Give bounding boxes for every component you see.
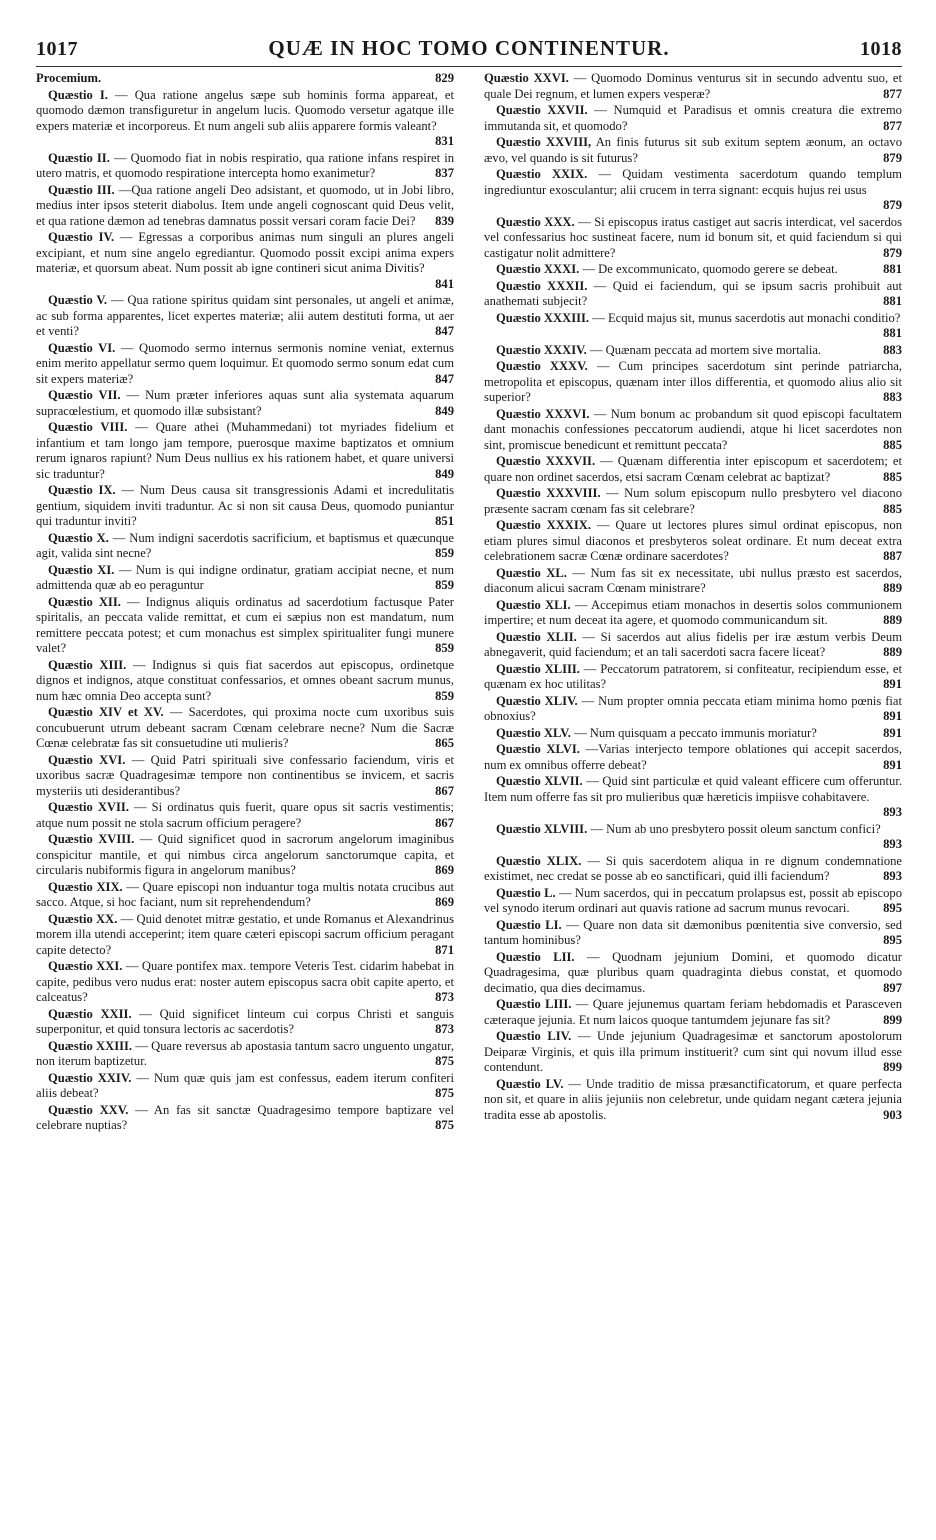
toc-entry [484,71,902,102]
toc-entry [484,1029,902,1076]
page-title: QUÆ IN HOC TOMO CONTINENTUR. [268,36,670,60]
toc-entry [484,726,902,742]
entry-page-number: 847 [435,371,454,386]
entry-page-number: 829 [435,71,454,85]
toc-entry [484,486,902,517]
toc-entry [484,103,902,134]
entry-text: — Peccatorum patratorem, si confiteatur, recipiendum esse, et quænam ex hoc utilitas? [484,661,902,691]
entry-reference: Quæstio XXXIII. [496,310,590,325]
entry-text: — Quare reversus ab apostasia tantum sacro unguento ungatur, non iterum baptizetur. [36,1038,454,1068]
toc-entry [484,566,902,597]
left-column [36,71,454,1135]
entry-reference: Quæstio IX. [48,483,116,497]
entry-text: — Num Deus causa sit transgressionis Adami et incredulitatis gentium, siquidem inviti traduntur. Ac si non sit causa Deus, quomodo puniantur qui traduntur inviti? [36,483,454,528]
entry-reference: Quæstio IV. [48,230,115,244]
entry-text: — Quare pontifex max. tempore Veteris Test. cidarim habebat in capite, pedibus vero nudus erat: noster autem episcopus sacra obit capite aperto, et calceatus? [36,959,454,1004]
entry-reference: Quæstio XXXVIII. [496,486,601,500]
entry-text: — Quænam peccata ad mortem sive mortalia. [589,342,822,357]
entry-page-number: 869 [435,863,454,877]
entry-page-number: 893 [883,869,902,883]
entry-text: — Quid significet linteum cui corpus Christi et sanguis superponitur, et quid tonsura lectoris ac sacerdotis? [36,1006,454,1036]
entry-text: — Ecquid majus sit, munus sacerdotis aut monachi conditio? [592,310,901,325]
toc-entry [484,886,902,917]
toc-entry [36,293,454,340]
entry-reference: Quæstio XVI. [48,752,126,767]
entry-text: — Quid denotet mitræ gestatio, et unde Romanus et Alexandrinus morem illa utendi acceperint; item quare cæteri episcopi sacrum officium peragant capite detecto? [36,911,454,957]
entry-page-number: 903 [883,1107,902,1122]
entry-text: — Quomodo sermo internus sermonis nomine veniat, externus enim merito appellatur sermo quem loquimur. Et quomodo sermo sonum edat cum sit expers materiæ? [36,340,454,386]
entry-text: — An fas sit sanctæ Quadragesimo tempore baptizare vel celebrare nuptias? [36,1102,455,1132]
entry-page-number: 849 [435,466,454,481]
entry-text: — Si quis sacerdotem aliqua in re dignum condemnatione existimet, nec credat se posse ab eo sanctificari, quid illi faciendum? [484,853,902,883]
toc-entry [484,742,902,773]
entry-reference: Quæstio XXXVI. [496,406,590,421]
entry-text: — Unde traditio de missa præsanctificatorum, et quare perfecta non sit, et quare in aliis jejuniis non celebretur, unde quidam negant cætera jejunia tradita esse ab apostolis. [484,1076,902,1122]
entry-reference: Quæstio LIII. [496,997,572,1011]
entry-page-number: 895 [883,901,902,915]
entry-text: — Indignus aliquis ordinatus ad sacerdotium factusque Pater spiritalis, an peccata valide remittat, et cum ei sæpius non est mandatum, num remittere peccata potest; et cum monachus est simplex spiritualiter fungi munere valet? [36,594,454,655]
entry-reference: Quæstio XXVIII, [496,135,592,149]
entry-reference: Quæstio XXXV. [496,359,588,373]
toc-entry [484,518,902,565]
entry-page-number: 891 [883,725,902,740]
entry-reference: Quæstio XXX. [496,214,575,229]
entry-page-number: 875 [435,1054,454,1068]
entry-reference: Quæstio XIV et XV. [48,705,164,719]
entry-text: — Cum principes sacerdotum sint perinde patriarcha, metropolita et episcopus, quænam inter illos differentia, et quomodo alius alio sit superior? [484,359,902,404]
entry-page-number: 889 [883,645,902,659]
entry-reference: Quæstio XXXI. [496,262,580,276]
entry-page-number: 891 [883,677,902,691]
entry-text: — Num ab uno presbytero possit oleum sanctum confici? [590,821,881,836]
entry-reference: Quæstio I. [48,87,108,102]
entry-reference: Quæstio XLVI. [496,742,580,756]
entry-reference: Quæstio XIX. [48,879,123,894]
entry-text: — Quare episcopi non induantur toga multis notata crucibus aut sacco. Atque, si hoc faciant, num sit reprehendendum? [36,879,454,909]
entry-text: — Num fas sit ex necessitate, ubi nullus præsto est sacerdos, diaconum alicui sacram Cœnam ministrare? [484,565,903,595]
toc-entry [36,959,454,1006]
entry-page-number: 879 [883,198,902,212]
entry-page-number: 831 [435,134,454,148]
entry-page-number: 873 [435,1022,454,1036]
entry-text: — Quare jejunemus quartam feriam hebdomadis et Parasceven cæteraque jejunia. Et num laicos quoque tantumdem jejunare fas sit? [484,997,902,1027]
entry-text: — Num sacerdos, qui in peccatum prolapsus est, possit ab episcopo vel synodo iterum ordinari aut quavis ratione ad sacrum munus revocari. [484,885,903,915]
entry-reference: Quæstio XVII. [48,800,129,814]
toc-entry [36,658,454,705]
entry-reference: Quæstio XII. [48,594,121,609]
entry-text: — Accepimus etiam monachos in desertis solos communionem impertire; et num deceat ita agere, et quomodo communicandum sit. [484,597,902,627]
toc-entry [484,598,902,629]
entry-reference: Quæstio XXVI. [484,71,569,85]
entry-text: — Num propter omnia peccata etiam minima homo pœnis fiat obnoxius? [484,693,903,723]
entry-reference: Quæstio V. [48,293,108,307]
entry-text: — Indignus si quis fiat sacerdos aut episcopus, ordinetque dignos et indignos, atque constituat confessarios, et omnes obeant sacrum munus, num hæc omnia Deo accepta sunt? [36,657,455,703]
entry-reference: Quæstio XVIII. [48,832,135,846]
toc-entry [36,832,454,879]
toc-entry [36,705,454,752]
toc-entry [36,912,454,959]
toc-entry [484,822,902,853]
entry-page-number: 869 [435,895,454,909]
entry-page-number: 879 [883,245,902,260]
entry-reference: Quæstio XLV. [496,725,571,740]
entry-page-number: 875 [435,1086,454,1100]
entry-reference: Quæstio XXV. [48,1102,129,1117]
toc-entry [36,151,454,182]
entry-page-number: 899 [883,1012,902,1027]
entry-page-number: 887 [883,549,902,563]
entry-reference: Quæstio XXIX. [496,167,588,181]
toc-entry [36,531,454,562]
entry-text: — Num præter inferiores aquas sunt alia systemata aquarum supracœlestium, et quomodo illæ subsistant? [36,388,454,418]
toc-entry [484,311,902,342]
entry-page-number: 879 [883,150,902,165]
toc-entry [484,359,902,406]
entry-text: — Si episcopus iratus castiget aut sacris interdicat, vel sacerdos vel confessarius hoc sustineat facere, num id bonum sit, et quid faciendum si qui castigatur nolit admittere? [484,214,902,260]
entry-page-number: 859 [435,546,454,560]
toc-entry [36,183,454,230]
entry-text: — Quare non data sit dæmonibus pœnitentia sive conversio, sed tantum hominibus? [484,917,903,947]
entry-text: — Qua ratione spiritus quidam sint personales, ut angeli et animæ, ac sub forma apparentes, licet expertes materiæ; alii autem destituti forma, ut aer et venti? [36,293,455,338]
entry-text: — Num solum episcopum nullo presbytero vel diacono præsente sacram cœnam fas sit celebrare? [484,486,903,516]
entry-reference: Quæstio XXXIX. [496,518,592,532]
entry-text: — Num quæ quis jam est confessus, eadem iterum confiteri aliis debeat? [36,1070,454,1100]
entry-reference: Quæstio XXII. [48,1006,132,1021]
toc-entry [36,71,454,87]
toc-entry [484,135,902,166]
entry-reference: Quæstio X. [48,530,109,545]
toc-entry [36,880,454,911]
entry-page-number: 885 [883,437,902,452]
entry-text: — Quid ei faciendum, qui se ipsum sacris prohibuit aut anathemati subjecit? [484,278,902,308]
toc-entry [36,483,454,530]
toc-entry [484,854,902,885]
toc-entry [484,343,902,359]
entry-page-number: 883 [883,342,902,357]
entry-reference: Quæstio XXVII. [496,103,588,117]
entry-text: —Varias interjecto tempore oblationes qui accepit sacerdos, num ex omnibus offerre debeat? [484,742,902,772]
entry-text: — Quomodo Dominus venturus sit in secundo adventu suo, et quale Dei regnum, et lumen expers vesperæ? [484,71,902,101]
entry-page-number: 859 [435,688,454,703]
entry-text: — Quodnam jejunium Domini, et quomodo dicatur Quadragesima, quæ pluribus quam quadraginta diebus constat, et quomodo decimatio, qua dies decimamus. [484,949,903,995]
entry-page-number: 839 [435,213,454,228]
entry-page-number: 881 [883,262,902,276]
entry-text: An finis futurus sit sub exitum septem æonum, an octavo ævo, vel quando is sit futurus? [484,135,902,165]
entry-reference: Quæstio L. [496,885,556,900]
entry-page-number: 847 [435,324,454,338]
toc-entry [484,215,902,262]
entry-text: — Sacerdotes, qui proxima nocte cum uxoribus suis concubuerunt utrum debeant sacram Cœnam celebrare necne? Num die Sacræ Cœnæ celebratæ fas sit consuetudine uti mulieris? [36,705,454,750]
entry-page-number: 881 [883,326,902,340]
entry-page-number: 851 [435,514,454,528]
toc-entry [36,753,454,800]
toc-entry [36,1071,454,1102]
page-number-left: 1017 [36,38,78,60]
toc-entry [484,1077,902,1124]
entry-reference: Quæstio III. [48,182,115,197]
entry-reference: Quæstio LIV. [496,1029,572,1043]
entry-page-number: 875 [435,1118,454,1132]
toc-entry [484,662,902,693]
entry-page-number: 889 [883,613,902,627]
entry-page-number: 837 [435,166,454,180]
entry-page-number: 859 [435,578,454,592]
running-header [36,36,902,67]
entry-page-number: 849 [435,403,454,418]
entry-page-number: 873 [435,990,454,1004]
entry-reference: Quæstio XI. [48,562,115,577]
entry-text: — Egressas a corporibus animas num singuli an plures angeli excipiant, et num sine angelo egrediantur. Quomodo possit excipi anima expers materiæ, et quorsum abeat. Num possit ab igne contineri sicut anima Divitis? [36,230,454,275]
entry-text: — Si sacerdos aut alius fidelis per iræ æstum verbis Deum abnegaverit, quid faciendum; et an tali sacerdoti sacra facere liceat? [484,629,902,659]
entry-page-number: 867 [435,783,454,798]
toc-entry [36,1103,454,1134]
entry-text: — De excommunicato, quomodo gerere se debeat. [582,262,838,276]
page-number-right: 1018 [860,38,902,60]
toc-entry [36,420,454,482]
right-column [484,71,902,1135]
entry-text: — Numquid et Paradisus et omnis creatura die extremo immutanda sit, et quomodo? [484,103,902,133]
toc-entry [36,563,454,594]
entry-text: — Quidam vestimenta sacerdotum quando templum ingrediuntur exosculantur; alii crucem in terra signant: ecquis hujus rei usus [484,167,902,197]
entry-page-number: 865 [435,736,454,750]
entry-reference: Quæstio VIII. [48,420,128,434]
toc-entry [36,800,454,831]
entry-text: — Num quisquam a peccato immunis moriatur? [574,725,817,740]
toc-entry [484,694,902,725]
entry-text: — Quid sint particulæ et quid valeant efficere cum offeruntur. Item num offerre fas sit pro mulieribus quæ hæreticis impiisve cohabitavere. [484,774,902,804]
toc-entry [484,167,902,214]
entry-reference: Quæstio XLIII. [496,661,580,676]
entry-text: — Quare athei (Muhammedani) tot myriades fidelium et infantium et tam longo jam tempore, puerosque maxime baptizatos et omnium rerum ignaros rapiunt? Num Deus nullius ex his rationem habet, et quare universi sic traduntur? [36,420,454,481]
entry-page-number: 893 [883,837,902,851]
toc-entry [484,774,902,821]
toc-entry [36,1007,454,1038]
entry-reference: Quæstio XXXVII. [496,454,596,468]
toc-entry [484,630,902,661]
entry-reference: Quæstio VII. [48,388,121,402]
entry-text: — Quomodo fiat in nobis respiratio, qua ratione infans respiret in utero matris, et quomodo respiratione intercepta homo exanimetur? [36,150,454,180]
entry-page-number: 867 [435,815,454,830]
entry-page-number: 841 [435,276,454,291]
entry-page-number: 859 [435,641,454,655]
entry-page-number: 889 [883,581,902,595]
entry-text: — Quid significet quod in sacrorum angelorum imaginibus conspicitur mantile, et qui nimbus circa angelorum sanctorumque capita, et circularis nubiformis figura in angelorum manibus? [36,832,454,877]
entry-text: — Unde jejunium Quadragesimæ et sanctorum apostolorum Deiparæ Virginis, et quis illa primum instituerit? cum sint qui novum illud esse contendunt. [484,1029,902,1074]
entry-reference: Quæstio XL. [496,565,567,580]
toc-entry [36,230,454,292]
toc-entry [484,407,902,454]
entry-reference: Quæstio XXXIV. [496,342,587,357]
entry-text: — Quænam differentia inter episcopum et sacerdotem; et quare non ordinet sacerdos, etsi sacram Cœnam celebrat ac baptizat? [484,454,902,484]
entry-page-number: 891 [883,757,902,772]
entry-reference: Procemium. [36,71,102,85]
entry-page-number: 895 [883,933,902,947]
entry-reference: Quæstio XXI. [48,959,123,973]
entry-page-number: 893 [883,805,902,819]
entry-page-number: 881 [883,294,902,308]
toc-entry [36,388,454,419]
entry-reference: Quæstio LV. [496,1076,564,1091]
entry-reference: Quæstio XXIV. [48,1070,132,1085]
entry-page-number: 885 [883,469,902,484]
entry-text: — Qua ratione angelus sæpe sub hominis forma appareat, et quomodo dæmon transfiguretur in angelum lucis. Quomodo versetur agatque ille expers materiæ et incorporeus. Et num angeli sub aliis apparere formis valeant? [36,87,454,133]
toc-entry [36,1039,454,1070]
entry-text: — Num is qui indigne ordinatur, gratiam accipiat necne, et num admittenda quæ ab eo peraguntur [36,562,454,592]
entry-reference: Quæstio XIII. [48,657,127,672]
entry-reference: Quæstio XXIII. [48,1038,133,1053]
entry-page-number: 899 [883,1060,902,1074]
toc-entry [484,918,902,949]
entry-reference: Quæstio XX. [48,911,118,926]
toc-entry [484,454,902,485]
entry-text: — Quare ut lectores plures simul ordinat episcopus, non etiam plures simul diaconos et presbyteros soleat ordinare. Et num deceat extra celebrationem sacræ Cœnæ ordinare sacerdotes? [484,518,902,563]
toc-entry [484,950,902,997]
entry-page-number: 883 [883,390,902,404]
entry-page-number: 891 [883,709,902,723]
two-column-body [36,71,902,1135]
entry-reference: Quæstio XLII. [496,629,577,644]
entry-page-number: 871 [435,942,454,957]
entry-reference: Quæstio LII. [496,949,575,964]
toc-entry [36,341,454,388]
entry-text: — Num indigni sacerdotis sacrificium, et baptismus et quæcunque agit, valida sint necne? [36,530,454,560]
entry-page-number: 897 [883,980,902,995]
toc-entry [36,88,454,150]
entry-page-number: 877 [883,86,902,101]
entry-reference: Quæstio XLVIII. [496,821,588,836]
entry-text: — Num bonum ac probandum sit quod episcopi facultatem dant monachis confessiones peccatorum audiendi, atque hi licet sacerdotes non sint, promiscue benedicunt et remittunt peccata? [484,406,902,452]
entry-reference: Quæstio XLIV. [496,693,578,708]
toc-entry [484,997,902,1028]
entry-reference: Quæstio VI. [48,340,116,355]
entry-text: —Qua ratione angeli Deo adsistant, et quomodo, ut in Jobi libro, medius inter ipsos steterit diabolus. Item unde angeli cognoscant quid Deus velit, et qua ratione dæmon ad tenebras damnatus possit versari coram facie Dei? [36,182,454,228]
entry-reference: Quæstio XLVII. [496,774,583,788]
entry-reference: Quæstio II. [48,150,110,165]
toc-entry [36,595,454,657]
entry-text: — Si ordinatus quis fuerit, quare opus sit sacris vestimentis; atque num possit ne stola sacrum officium peragere? [36,800,454,830]
entry-reference: Quæstio XXXII. [496,278,588,293]
entry-reference: Quæstio XLIX. [496,853,582,868]
toc-entry [484,279,902,310]
entry-text: — Quid Patri spirituali sive confessario faciendum, viris et uxoribus sacræ Quadragesimæ tempore non continentibus se invicem, et sacris mysteriis uti desiderantibus? [36,752,454,798]
entry-reference: Quæstio LI. [496,917,562,932]
entry-page-number: 877 [883,118,902,133]
entry-reference: Quæstio XLI. [496,597,571,612]
entry-page-number: 885 [883,501,902,516]
toc-entry [484,262,902,278]
